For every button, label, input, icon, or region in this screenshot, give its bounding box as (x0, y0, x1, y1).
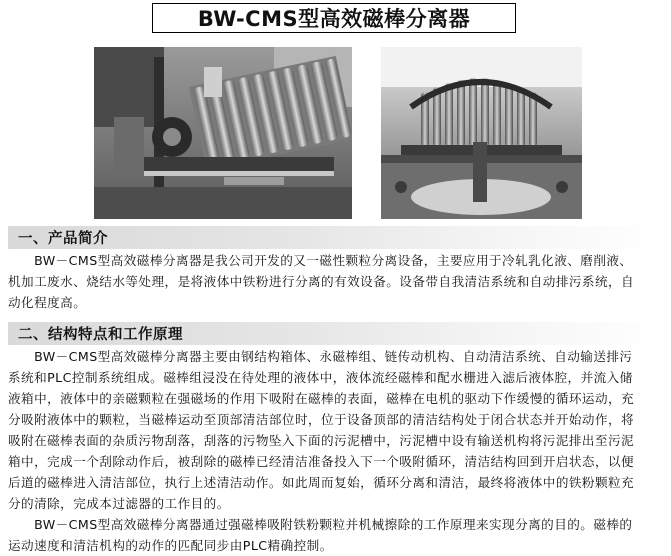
paragraph-line: 动化程度高。 (8, 295, 87, 310)
paragraph-line: 吸附在磁棒表面的杂质污物刮落，刮落的污物坠入下面的污泥槽中，污泥槽中设有输送机构将污泥排出至污泥 (8, 433, 635, 448)
paragraph-line: 箱中，完成一个刮除动作后，被刮除的磁棒已经清洁准备投入下一个吸附循环，清洁结构回到开启状态，以便 (8, 454, 635, 469)
machine-photo-left (94, 47, 352, 219)
section-heading: 二、结构特点和工作原理 (18, 327, 183, 343)
paragraph-line: 后道的磁棒进入清洁部位，执行上述清洁动作。如此周而复始，循环分离和清洁，最终将液体中的铁粉颗粒充 (8, 475, 635, 490)
section-heading: 一、产品简介 (18, 231, 108, 247)
paragraph-line: BW－CMS型高效磁棒分离器主要由钢结构箱体、永磁棒组、链传动机构、自动清洁系统、自动输送排污 (8, 349, 633, 364)
machine-photo-right (381, 47, 582, 219)
paragraph-line: 机加工废水、烧结水等处理，是将液体中铁粉进行分离的有效设备。设备带自我清洁系统和自动排污系统，自 (8, 274, 635, 289)
paragraph-line: 分吸附液体中的颗粒，当磁棒运动至顶部清洁部位时，位于设备顶部的清洁结构处于闭合状态并开始动作，将 (8, 412, 635, 427)
section-header-product-intro (8, 226, 663, 249)
section-body-structure-principle (8, 346, 663, 556)
paragraph-line: 分的清除，完成本过滤器的工作目的。 (8, 496, 230, 511)
section-header-structure-principle (8, 322, 663, 345)
paragraph-line: 系统和PLC控制系统组成。磁棒组浸没在待处理的液体中，液体流经磁棒和配水栅进入滤后液体腔，并流入储 (8, 370, 633, 385)
paragraph-line: BW－CMS型高效磁棒分离器通过强磁棒吸附铁粉颗粒并机械擦除的工作原理来实现分离的目的。磁棒的 (8, 517, 633, 532)
paragraph-line: BW－CMS型高效磁棒分离器是我公司开发的又一磁性颗粒分离设备，主要应用于冷轧乳化液、磨削液、 (8, 253, 633, 268)
paragraph-line: 运动速度和清洁机构的动作的匹配同步由PLC精确控制。 (8, 538, 333, 553)
section-body-product-intro (8, 250, 663, 313)
paragraph-line: 液箱中，液体中的亲磁颗粒在强磁场的作用下吸附在磁棒的表面，磁棒在电机的驱动下作缓慢的循环运动，充 (8, 391, 635, 406)
page-title: BW-CMS型高效磁棒分离器 (152, 3, 516, 33)
